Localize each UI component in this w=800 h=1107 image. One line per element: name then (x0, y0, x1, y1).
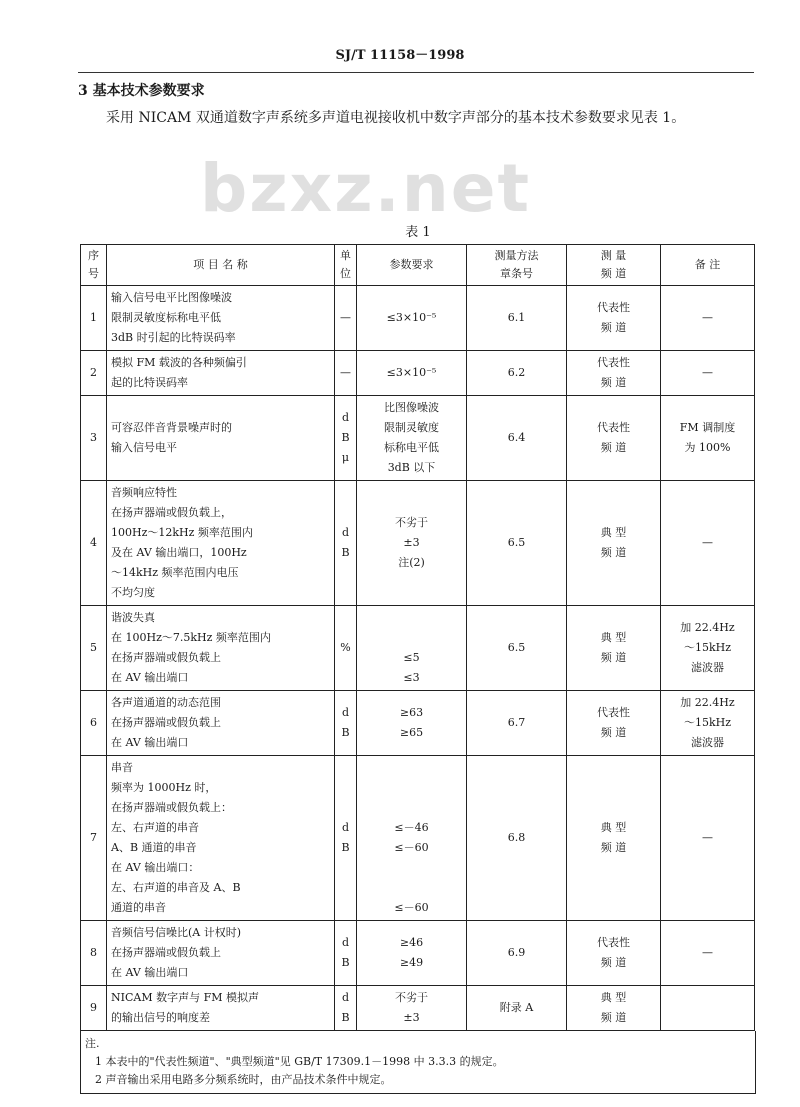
table-cell: 2 (81, 351, 107, 396)
table-cell: 输入信号电平比图像噪波 限制灵敏度标称电平低 3dB 时引起的比特误码率 (107, 286, 335, 351)
table-cell: 代表性 频 道 (567, 921, 661, 986)
table-cell: 不劣于 ±3 注(2) (357, 481, 467, 606)
table-cell: 典 型 频 道 (567, 756, 661, 921)
table-cell: 6.1 (467, 286, 567, 351)
table-cell: 代表性 频 道 (567, 286, 661, 351)
table-row (81, 286, 755, 351)
table-cell: 比图像噪波 限制灵敏度 标称电平低 3dB 以下 (357, 396, 467, 481)
table-cell: 4 (81, 481, 107, 606)
table-cell: ≤－46 ≤－60 ≤－60 (357, 756, 467, 921)
table-cell: 代表性 频 道 (567, 396, 661, 481)
table-row (81, 921, 755, 986)
table-cell: 8 (81, 921, 107, 986)
table-row (81, 481, 755, 606)
table-cell: ≥46 ≥49 (357, 921, 467, 986)
table-cell: 典 型 频 道 (567, 481, 661, 606)
table-cell: 6.9 (467, 921, 567, 986)
table-cell: 附录 A (467, 986, 567, 1031)
table-cell: 9 (81, 986, 107, 1031)
table-cell: dB (335, 986, 357, 1031)
table-cell: dB (335, 921, 357, 986)
column-header: 测 量 频 道 (567, 245, 661, 286)
table-cell: 6.4 (467, 396, 567, 481)
column-header: 测量方法 章条号 (467, 245, 567, 286)
table-row (81, 396, 755, 481)
table-cell: 代表性 频 道 (567, 351, 661, 396)
table-cell: dBμ (335, 396, 357, 481)
table-cell: % (335, 606, 357, 691)
table-notes (80, 1031, 756, 1094)
table-cell: 代表性 频 道 (567, 691, 661, 756)
table-cell: ≤3×10⁻⁵ (357, 286, 467, 351)
table-cell: 6.8 (467, 756, 567, 921)
table-cell: ≤3×10⁻⁵ (357, 351, 467, 396)
table-cell: 3 (81, 396, 107, 481)
table-cell: — (661, 286, 755, 351)
table-block (80, 224, 756, 1094)
parameter-table (80, 244, 755, 1031)
column-header: 备 注 (661, 245, 755, 286)
column-header: 序 号 (81, 245, 107, 286)
table-cell: 5 (81, 606, 107, 691)
table-cell: 6.5 (467, 606, 567, 691)
table-caption: 表 1 (405, 225, 431, 240)
table-cell: 各声道通道的动态范围 在扬声器端或假负载上 在 AV 输出端口 (107, 691, 335, 756)
table-cell: — (661, 921, 755, 986)
table-cell: 音频信号信噪比(A 计权时) 在扬声器端或假负载上 在 AV 输出端口 (107, 921, 335, 986)
table-cell: dB (335, 481, 357, 606)
column-header: 项 目 名 称 (107, 245, 335, 286)
table-cell: 谐波失真 在 100Hz～7.5kHz 频率范围内 在扬声器端或假负载上 在 AV 输出端口 (107, 606, 335, 691)
table-cell: ≤5 ≤3 (357, 606, 467, 691)
table-cell: NICAM 数字声与 FM 模拟声 的输出信号的响度差 (107, 986, 335, 1031)
table-cell: 6.2 (467, 351, 567, 396)
table-cell: 典 型 频 道 (567, 606, 661, 691)
table-cell: — (661, 351, 755, 396)
table-header-row (81, 245, 755, 286)
table-cell: 加 22.4Hz ～15kHz 滤波器 (661, 691, 755, 756)
table-cell: 模拟 FM 载波的各种频偏引 起的比特误码率 (107, 351, 335, 396)
table-cell: 6 (81, 691, 107, 756)
table-cell: 7 (81, 756, 107, 921)
table-cell: ≥63 ≥65 (357, 691, 467, 756)
table-cell: FM 调制度 为 100% (661, 396, 755, 481)
table-row (81, 756, 755, 921)
table-row (81, 691, 755, 756)
table-cell: — (335, 351, 357, 396)
section-paragraph: 采用 NICAM 双通道数字声系统多声道电视接收机中数字声部分的基本技术参数要求见表 1。 (106, 110, 686, 126)
table-cell: — (661, 756, 755, 921)
table-cell: 1 (81, 286, 107, 351)
table-cell: 不劣于 ±3 (357, 986, 467, 1031)
header-divider (78, 72, 754, 73)
standard-code-header: SJ/T 11158－1998 (335, 48, 465, 63)
table-cell: 6.5 (467, 481, 567, 606)
notes-title: 注. (85, 1037, 100, 1050)
watermark: bzxz.net (200, 150, 532, 227)
note-2: 2 声音输出采用电路多分频系统时，由产品技术条件中规定。 (95, 1073, 392, 1086)
table-cell: 可容忍伴音背景噪声时的 输入信号电平 (107, 396, 335, 481)
table-cell: — (335, 286, 357, 351)
table-cell: 典 型 频 道 (567, 986, 661, 1031)
table-cell: dB (335, 756, 357, 921)
table-row (81, 606, 755, 691)
table-cell: dB (335, 691, 357, 756)
column-header: 参数要求 (357, 245, 467, 286)
column-header: 单 位 (335, 245, 357, 286)
table-row (81, 986, 755, 1031)
table-cell: 串音 频率为 1000Hz 时， 在扬声器端或假负载上： 左、右声道的串音 A、B 通道的串音 在 AV 输出端口： 左、右声道的串音及 A、B 通道的串音 (107, 756, 335, 921)
note-1: 1 本表中的"代表性频道"、"典型频道"见 GB/T 17309.1－1998 中 3.3.3 的规定。 (95, 1055, 504, 1068)
section-title: 3 基本技术参数要求 (78, 83, 205, 99)
table-row (81, 351, 755, 396)
table-cell: — (661, 481, 755, 606)
table-cell: 6.7 (467, 691, 567, 756)
table-cell: 加 22.4Hz ～15kHz 滤波器 (661, 606, 755, 691)
table-cell (661, 986, 755, 1031)
table-cell: 音频响应特性 在扬声器端或假负载上， 100Hz～12kHz 频率范围内 及在 AV 输出端口，100Hz ～14kHz 频率范围内电压 不均匀度 (107, 481, 335, 606)
